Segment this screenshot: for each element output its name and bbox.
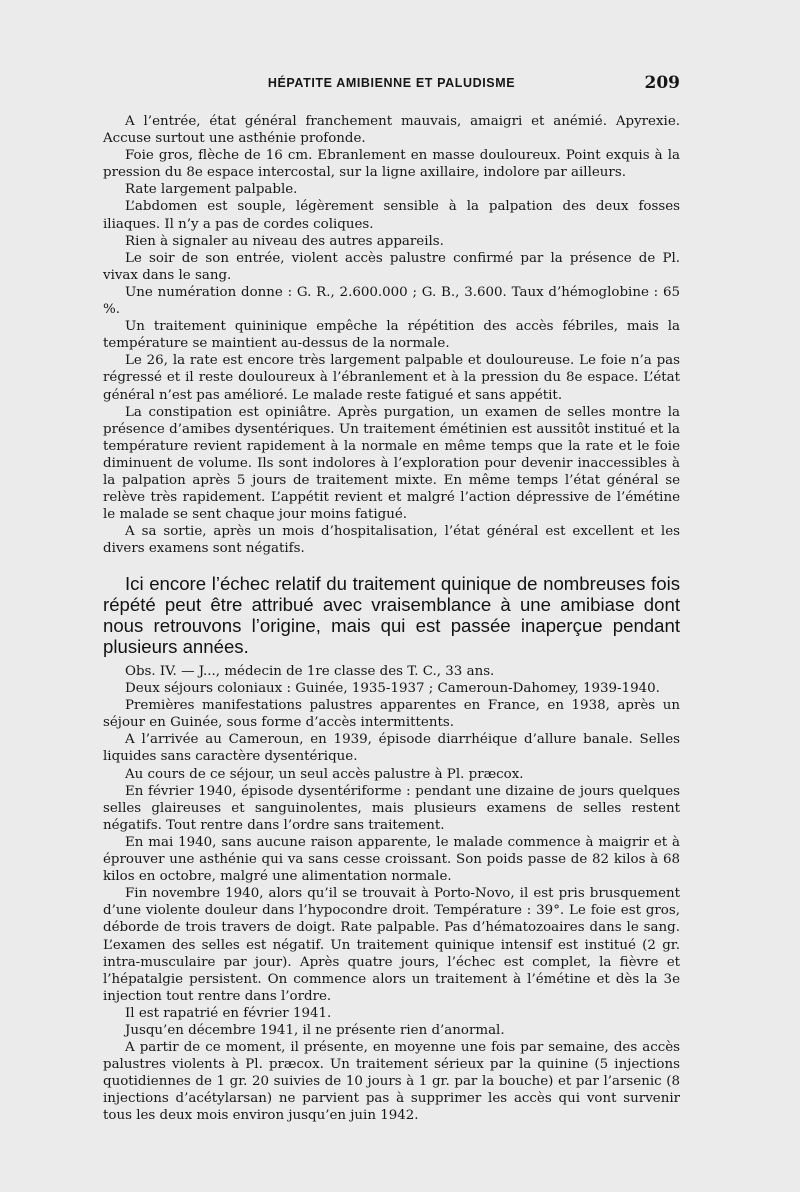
paragraph: Le soir de son entrée, violent accès palustre confirmé par la présence de Pl. vivax dans le sang. [103, 250, 680, 283]
paragraph: Premières manifestations palustres apparentes en France, en 1938, après un séjour en Guinée, sous forme d’accès intermittents. [103, 698, 680, 731]
paragraph: L’abdomen est souple, légèrement sensible à la palpation des deux fosses iliaques. Il n’y a pas de cordes coliques. [103, 199, 680, 232]
paragraph: Au cours de ce séjour, un seul accès palustre à Pl. præcox. [125, 766, 524, 782]
paragraph: Un traitement quininique empêche la répétition des accès fébriles, mais la température se maintient au-dessus de la normale. [103, 319, 680, 352]
page-number: 209 [644, 73, 680, 93]
paragraph: Foie gros, flèche de 16 cm. Ebranlement en masse douloureux. Point exquis à la pression du 8e espace intercostal, sur la ligne axillaire, indolore par ailleurs. [103, 148, 680, 181]
paragraph: Rate largement palpable. [125, 182, 298, 198]
conclusion-paragraph: Ici encore l’échec relatif du traitement quinique de nombreuses fois répété peut être attribué avec vraisemblance à une amibiase dont nous retrouvons l’origine, mais qui est passée inaperçue pendant plusieurs années. [103, 573, 680, 657]
running-title: HÉPATITE AMIBIENNE ET PALUDISME [267, 76, 516, 90]
paragraph: Il est rapatrié en février 1941. [125, 1005, 332, 1021]
paragraph: A l’arrivée au Cameroun, en 1939, épisode diarrhéique d’allure banale. Selles liquides sans caractère dysentérique. [103, 732, 680, 765]
paragraph: Le 26, la rate est encore très largement palpable et douloureuse. Le foie n’a pas régressé et il reste douloureux à l’ébranlement et à la pression du 8e espace. L’état général n’est pas amélioré. Le malade reste fatigué et sans appétit. [103, 353, 680, 403]
paragraph: A sa sortie, après un mois d’hospitalisation, l’état général est excellent et les divers examens sont négatifs. [103, 524, 680, 557]
paragraph: A l’entrée, état général franchement mauvais, amaigri et anémié. Apyrexie. Accuse surtout une asthénie profonde. [103, 114, 680, 147]
paragraph: Fin novembre 1940, alors qu’il se trouvait à Porto-Novo, il est pris brusquement d’une violente douleur dans l’hypocondre droit. Température : 39°. Le foie est gros, déborde de trois travers de doigt. Rate palpable. Pas d’hématozoaires dans le sang. L’examen des selles est négatif. Un traitement quinique intensif est institué (2 gr. intra-musculaire par jour). Après quatre jours, l’échec est complet, la fièvre et l’hépatalgie persistent. On commence alors un traitement à l’émétine et dès la 3e injection tout rentre dans l’ordre. [103, 886, 680, 1004]
paragraph: Deux séjours coloniaux : Guinée, 1935-1937 ; Cameroun-Dahomey, 1939-1940. [125, 681, 660, 697]
paragraph: En février 1940, épisode dysentériforme : pendant une dizaine de jours quelques selles glaireuses et sanguinolentes, mais plusieurs examens de selles restent négatifs. Tout rentre dans l’ordre sans traitement. [103, 783, 680, 833]
paragraph: A partir de ce moment, il présente, en moyenne une fois par semaine, des accès palustres violents à Pl. præcox. Un traitement sérieux par la quinine (5 injections quotidiennes de 1 gr. 20 suivies de 10 jours à 1 gr. par la bouche) et par l’arsenic (8 injections d’acétylarsan) ne parvient pas à supprimer les accès qui vont survenir tous les deux mois environ jusqu’en juin 1942. [103, 1040, 680, 1124]
observation-4 [103, 663, 680, 1125]
paragraph: Rien à signaler au niveau des autres appareils. [125, 233, 444, 249]
paragraph: La constipation est opiniâtre. Après purgation, un examen de selles montre la présence d’amibes dysentériques. Un traitement émétinien est aussitôt institué et la température revient rapidement à la normale en même temps que la rate et le foie diminuent de volume. Ils sont indolores à l’exploration pour devenir inaccessibles à la palpation après 5 jours de traitement mixte. En même temps l’état général se relève très rapidement. L’appétit revient et malgré l’action dépressive de l’émétine le malade se sent chaque jour moins fatigué. [103, 404, 680, 523]
observation-3-continued [103, 113, 680, 557]
paragraph: Une numération donne : G. R., 2.600.000 ; G. B., 3.600. Taux d’hémoglobine : 65 %. [103, 284, 680, 318]
paragraph: Obs. IV. — J..., médecin de 1re classe des T. C., 33 ans. [125, 664, 495, 679]
paragraph: En mai 1940, sans aucune raison apparente, le malade commence à maigrir et à éprouver une asthénie qui va sans cesse croissant. Son poids passe de 82 kilos à 68 kilos en octobre, malgré une alimentation normale. [103, 834, 680, 885]
paragraph: Jusqu’en décembre 1941, il ne présente rien d’anormal. [125, 1022, 505, 1038]
running-header [103, 74, 680, 94]
